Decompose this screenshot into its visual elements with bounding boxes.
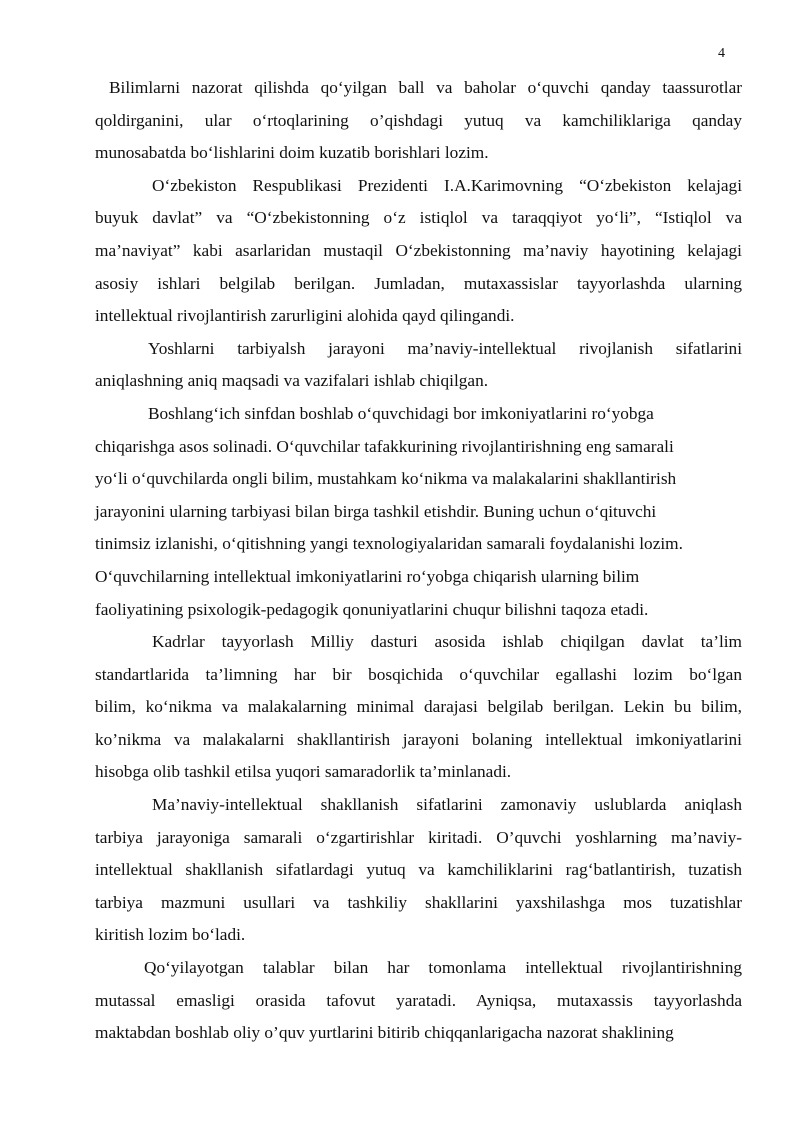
text-line: buyuk davlat” va “Oʻzbekistonning oʻz istiqlol va taraqqiyot yoʻli”, “Istiqlol va xyxy=(95,208,742,228)
text-line: Yoshlarni tarbiyalsh jarayoni ma’naviy-intellektual rivojlanish sifatlarini xyxy=(148,338,742,358)
page-number: 4 xyxy=(718,46,725,61)
text-line: bilim, koʻnikma va malakalarning minimal darajasi belgilab berilgan. Lekin bu bilim, xyxy=(95,697,742,717)
text-line: tarbiya jarayoniga samarali oʻzgartirishlar kiritadi. O’quvchi yoshlarning ma’naviy- xyxy=(95,827,742,847)
text-line: tinimsiz izlanishi, oʻqitishning yangi texnologiyalaridan samarali foydalanishi lozim. xyxy=(95,534,683,554)
text-line: standartlarida ta’limning har bir bosqichida oʻquvchilar egallashi lozim boʻlgan xyxy=(95,664,742,684)
text-line: Kadrlar tayyorlash Milliy dasturi asosida ishlab chiqilgan davlat ta’lim xyxy=(152,632,742,652)
text-line: asosiy ishlari belgilab berilgan. Jumladan, mutaxassislar tayyorlashda ularning xyxy=(95,273,742,293)
body-text xyxy=(95,72,742,1050)
text-line: Ma’naviy-intellektual shakllanish sifatlarini zamonaviy uslublarda aniqlash xyxy=(152,795,742,815)
text-line: hisobga olib tashkil etilsa yuqori samaradorlik ta’minlanadi. xyxy=(95,762,512,782)
text-line: maktabdan boshlab oliy o’quv yurtlarini bitirib chiqqanlarigacha nazorat shaklining xyxy=(95,1023,674,1043)
text-line: Bilimlarni nazorat qilishda qoʻyilgan ball va baholar oʻquvchi qanday taassurotlar xyxy=(109,78,742,97)
text-line: aniqlashning aniq maqsadi va vazifalari ishlab chiqilgan. xyxy=(95,371,489,391)
text-line: chiqarishga asos solinadi. Oʻquvchilar tafakkurining rivojlantirishning eng samarali xyxy=(95,436,674,456)
text-line: ko’nikma va malakalarni shakllantirish jarayoni bolaning intellektual imkoniyatlarini xyxy=(95,729,742,749)
text-line: jarayonini ularning tarbiyasi bilan birga tashkil etishdir. Buning uchun oʻqituvchi xyxy=(95,501,657,521)
text-line: Oʻquvchilarning intellektual imkoniyatlarini roʻyobga chiqarish ularning bilim xyxy=(95,566,640,586)
text-line: munosabatda boʻlishlarini doim kuzatib borishlari lozim. xyxy=(95,143,489,163)
text-line: intellektual rivojlantirish zarurligini alohida qayd qilingandi. xyxy=(95,306,515,326)
text-line: qoldirganini, ular oʻrtoqlarining o’qishdagi yutuq va kamchiliklariga qanday xyxy=(95,110,742,130)
text-line: Boshlangʻich sinfdan boshlab oʻquvchidagi bor imkoniyatlarini roʻyobga xyxy=(148,403,654,423)
text-line: ma’naviyat” kabi asarlaridan mustaqil Oʻzbekistonning ma’naviy hayotining kelajagi xyxy=(95,240,742,260)
text-line: tarbiya mazmuni usullari va tashkiliy shakllarini yaxshilashga mos tuzatishlar xyxy=(95,892,742,912)
text-line: kiritish lozim boʻladi. xyxy=(95,925,246,945)
text-line: yoʻli oʻquvchilarda ongli bilim, mustahkam koʻnikma va malakalarini shakllantirish xyxy=(95,469,677,489)
text-line: Qoʻyilayotgan talablar bilan har tomonlama intellektual rivojlantirishning xyxy=(144,958,742,978)
text-line: Oʻzbekiston Respublikasi Prezidenti I.A.Karimovning “Oʻzbekiston kelajagi xyxy=(152,175,742,195)
text-line: faoliyatining psixologik-pedagogik qonuniyatlarini chuqur bilishni taqoza etadi. xyxy=(95,599,649,619)
text-line: intellektual shakllanish sifatlardagi yutuq va kamchiliklarini ragʻbatlantirish, tuzatish xyxy=(95,860,742,880)
text-line: mutassal emasligi orasida tafovut yaratadi. Ayniqsa, mutaxassis tayyorlashda xyxy=(95,990,742,1010)
